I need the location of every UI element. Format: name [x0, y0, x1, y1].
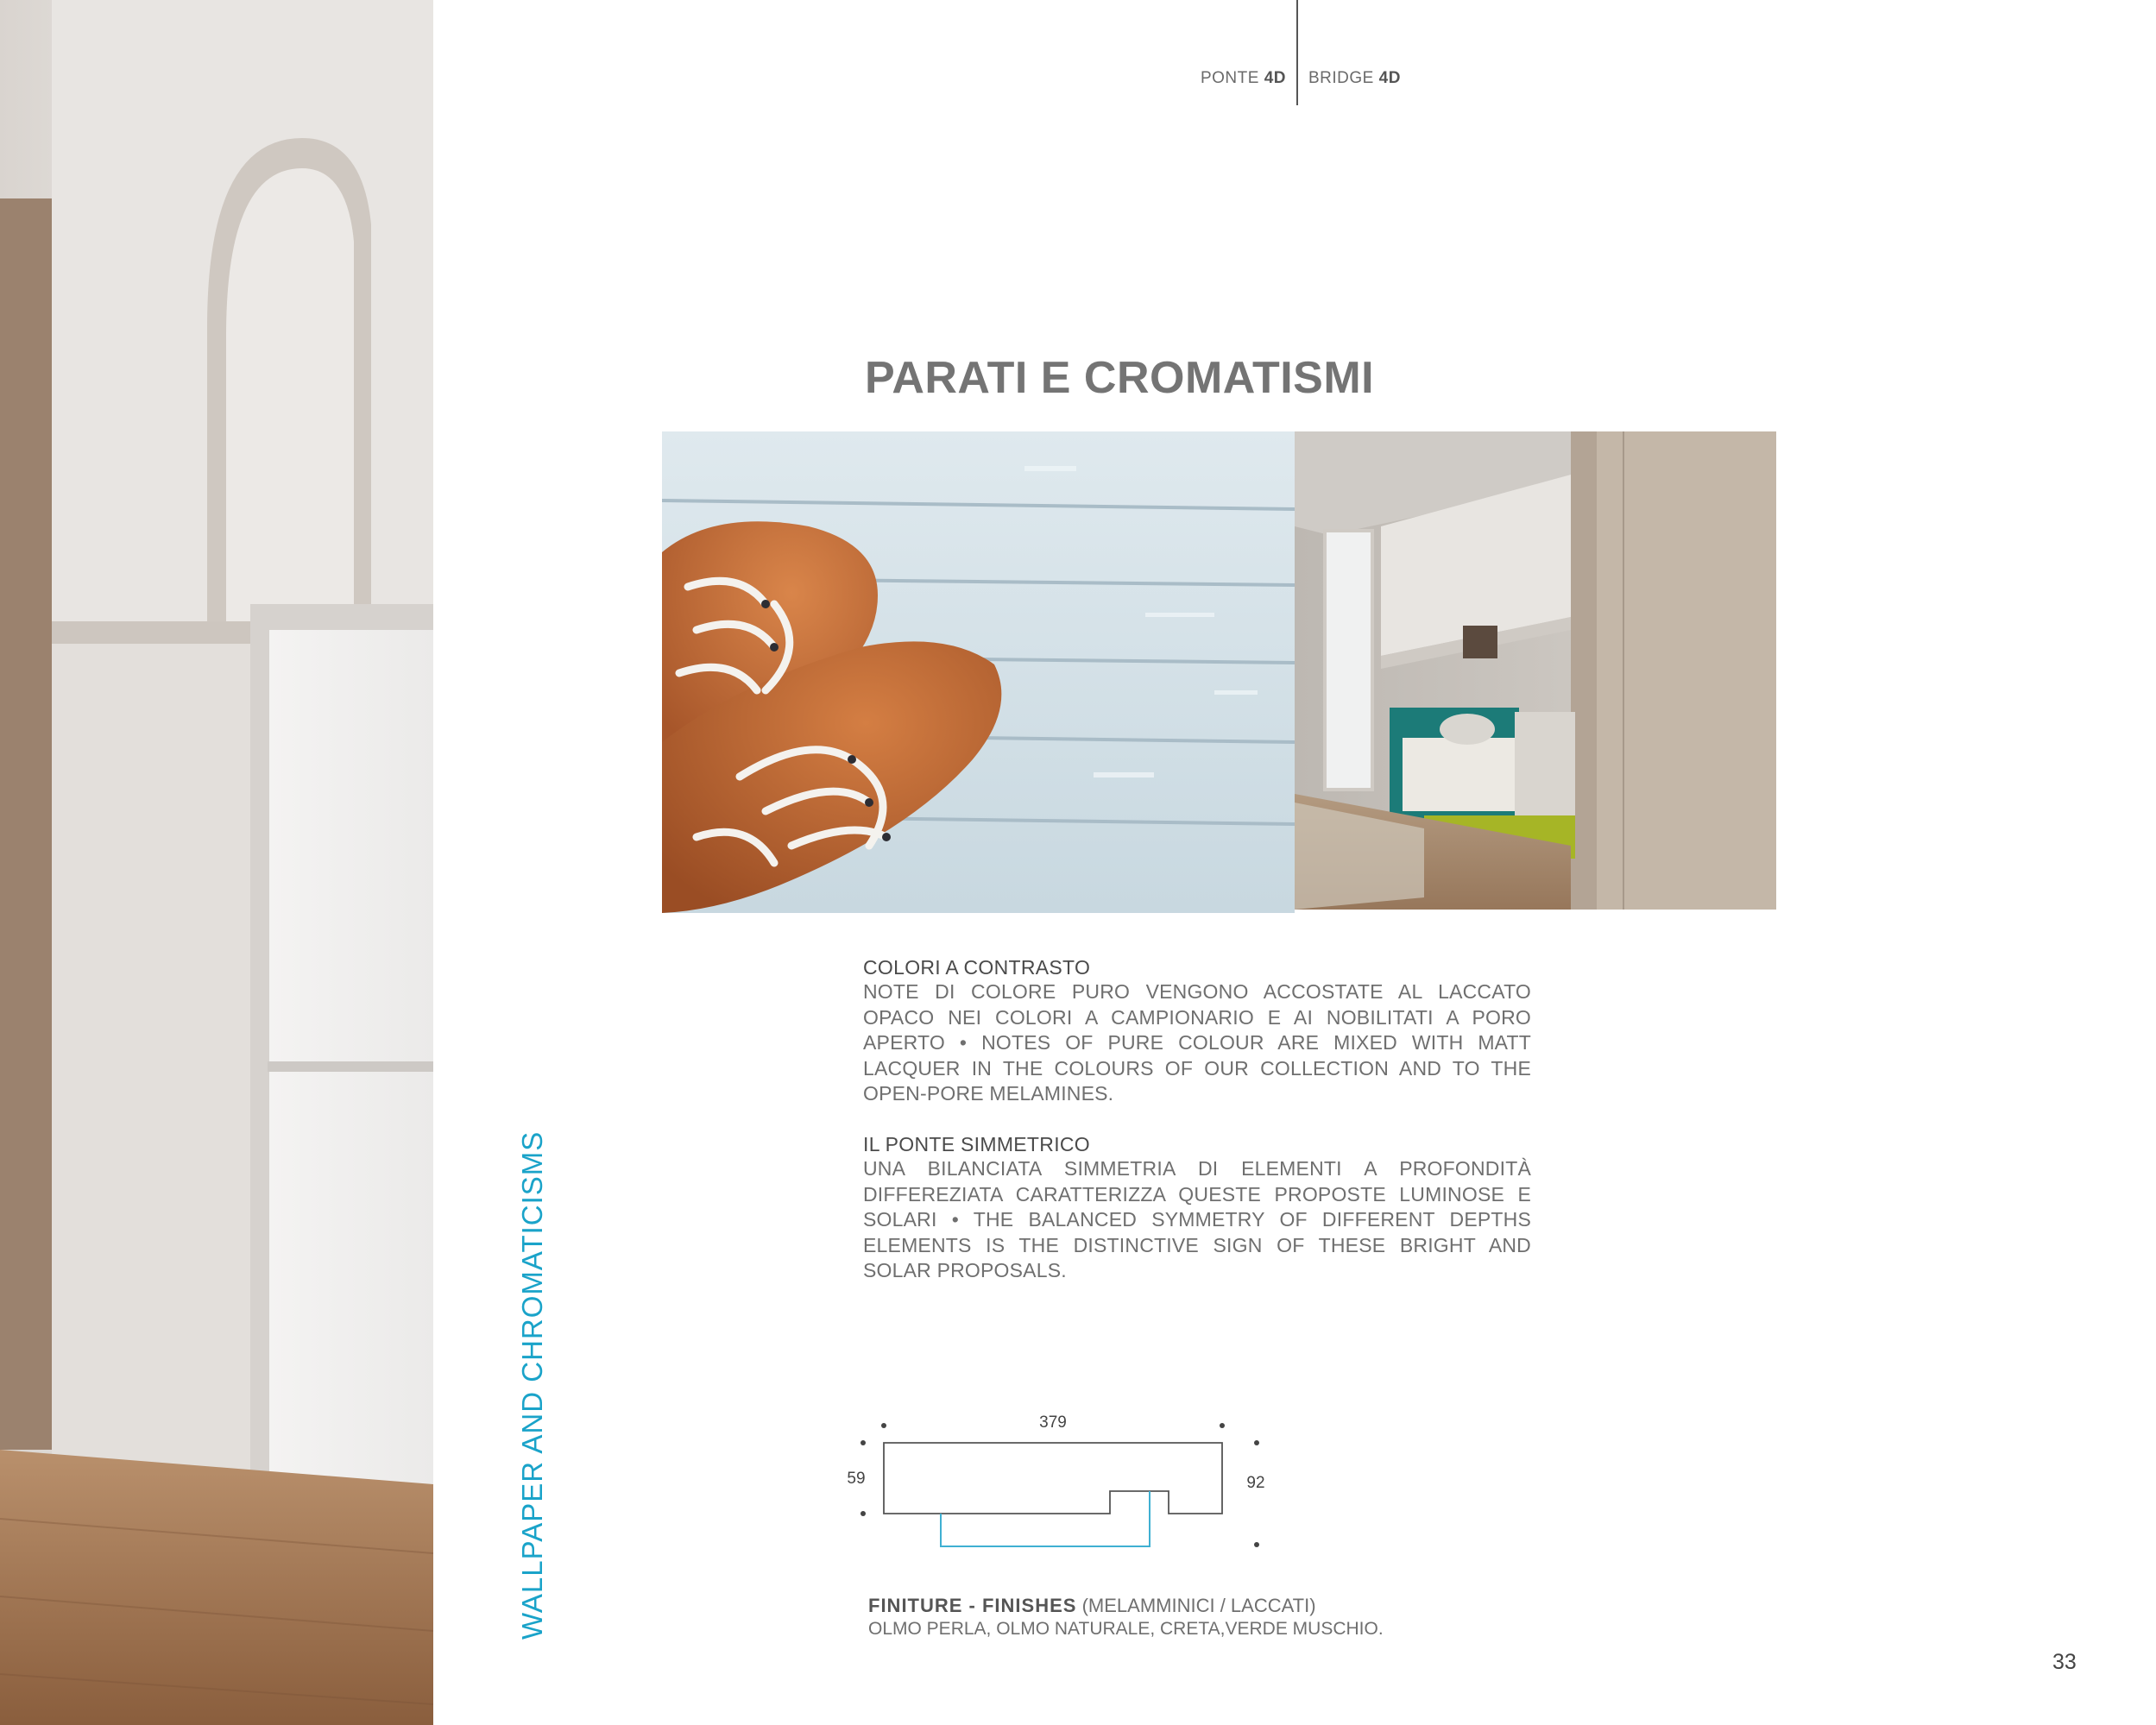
header-bridge-text: BRIDGE — [1308, 69, 1374, 87]
section-il-ponte-simmetrico — [863, 1133, 1531, 1284]
section-body — [863, 1156, 1531, 1284]
finishes-block — [868, 1595, 1645, 1640]
finishes-heading-line — [868, 1595, 1645, 1617]
section-heading: IL PONTE SIMMETRICO — [863, 1133, 1090, 1155]
bedroom-photo — [1295, 431, 1776, 910]
header-bridge-label — [1308, 69, 1401, 88]
sneakers-photo — [662, 431, 1295, 913]
width-dimension-label: 379 — [1039, 1413, 1067, 1432]
finishes-subtitle: (MELAMMINICI / LACCATI) — [1081, 1595, 1316, 1616]
finishes-list: OLMO PERLA, OLMO NATURALE, CRETA,VERDE MUSCHIO. — [868, 1619, 1384, 1639]
section-heading: COLORI A CONTRASTO — [863, 956, 1091, 979]
header-divider — [1296, 0, 1298, 105]
header-ponte-label — [1201, 69, 1286, 88]
side-label: WALLPAPER AND CHROMATICISMS — [516, 1130, 548, 1640]
page-title: PARATI E CROMATISMI — [865, 353, 1375, 403]
left-height-dimension-label: 59 — [847, 1470, 866, 1488]
header-ponte-model: 4D — [1264, 69, 1286, 87]
finishes-title: FINITURE - FINISHES — [868, 1595, 1077, 1616]
right-height-dimension-label: 92 — [1246, 1474, 1265, 1492]
section-colori-a-contrasto — [863, 956, 1531, 1107]
bridge-outline — [884, 1443, 1222, 1514]
page-number: 33 — [2052, 1650, 2077, 1674]
section-body — [863, 979, 1531, 1107]
body-english: THE BALANCED SYMMETRY OF DIFFERENT DEPTHS ELEMENTS IS THE DISTINCTIVE SIGN OF THESE BRIGHT AND SOLAR PROPOSALS. — [863, 1208, 1532, 1281]
body-italian: NOTE DI COLORE PURO VENGONO ACCOSTATE AL LACCATO OPACO NEI COLORI A CAMPIONARIO E AI NOBILITATI A PORO APERTO — [863, 980, 1531, 1054]
header-ponte-text: PONTE — [1200, 69, 1259, 87]
body-italian: UNA BILANCIATA SIMMETRIA DI ELEMENTI A PROFONDITÀ DIFFEREZIATA CARATTERIZZA QUESTE PROPOSTE LUMINOSE E SOLARI — [863, 1157, 1531, 1231]
body-english: NOTES OF PURE COLOUR ARE MIXED WITH MATT LACQUER IN THE COLOURS OF OUR COLLECTION AND TO THE OPEN-PORE MELAMINES. — [863, 1031, 1532, 1105]
bed-outline — [941, 1491, 1150, 1546]
bullet-separator: • — [951, 1208, 959, 1231]
bullet-separator: • — [959, 1031, 968, 1054]
header-bridge-model: 4D — [1378, 69, 1401, 87]
hallway-photo — [0, 0, 433, 1725]
dimension-diagram — [846, 1398, 1295, 1579]
